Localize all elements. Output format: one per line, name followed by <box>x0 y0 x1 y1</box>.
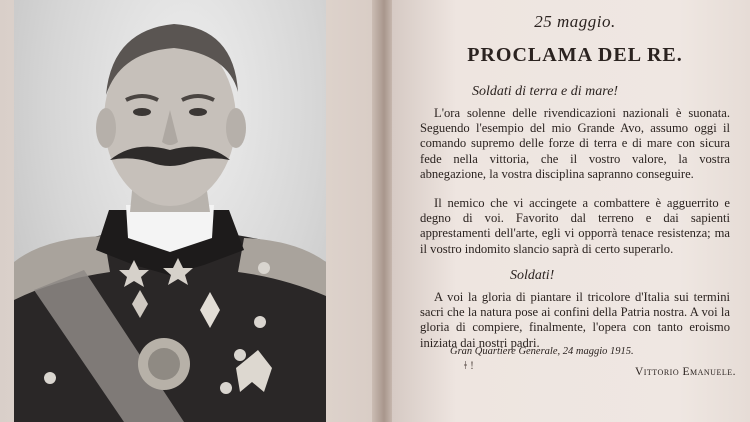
paragraph-1: L'ora solenne delle rivendicazioni nazionali è suonata. Seguendo l'esempio del mio Grande Avo, assumo oggi il comando supremo delle forze di terra e di mare con sicura fede nella vittoria, che il vostro valore, la vostra abnegazione, la vostra disciplina sapranno conseguire. <box>420 106 730 181</box>
proclamation-text <box>420 0 736 422</box>
paragraph-3: A voi la gloria di piantare il tricolore d'Italia sui termini sacri che la natura pose ai confini della Patria nostra. A voi la gloria di compiere, finalmente, l'opera con tanto eroismo iniziata dai nostri padri. <box>420 290 730 350</box>
book-gutter <box>372 0 394 422</box>
proclamation-title: PROCLAMA DEL RE. <box>467 44 683 66</box>
portrait-illustration <box>14 0 326 422</box>
date-heading: 25 maggio. <box>534 12 616 31</box>
king-portrait <box>14 0 326 422</box>
headquarters-line: Gran Quartiere Generale, 24 maggio 1915. <box>450 346 634 357</box>
paragraph-2: Il nemico che vi accingete a combattere è agguerrito e degno di voi. Favorito dal terreno e dai sapienti apprestamenti dell'arte, egli vi opporrà tenace resistenza; ma il vostro indomito slancio saprà di certo superarlo. <box>420 196 730 256</box>
pencil-mark: ǂ ! <box>464 358 474 372</box>
salutation-soldiers-land-sea: Soldati di terra e di mare! <box>472 84 619 99</box>
signature: Vittorio Emanuele. <box>634 366 736 378</box>
salutation-soldiers: Soldati! <box>510 268 555 283</box>
